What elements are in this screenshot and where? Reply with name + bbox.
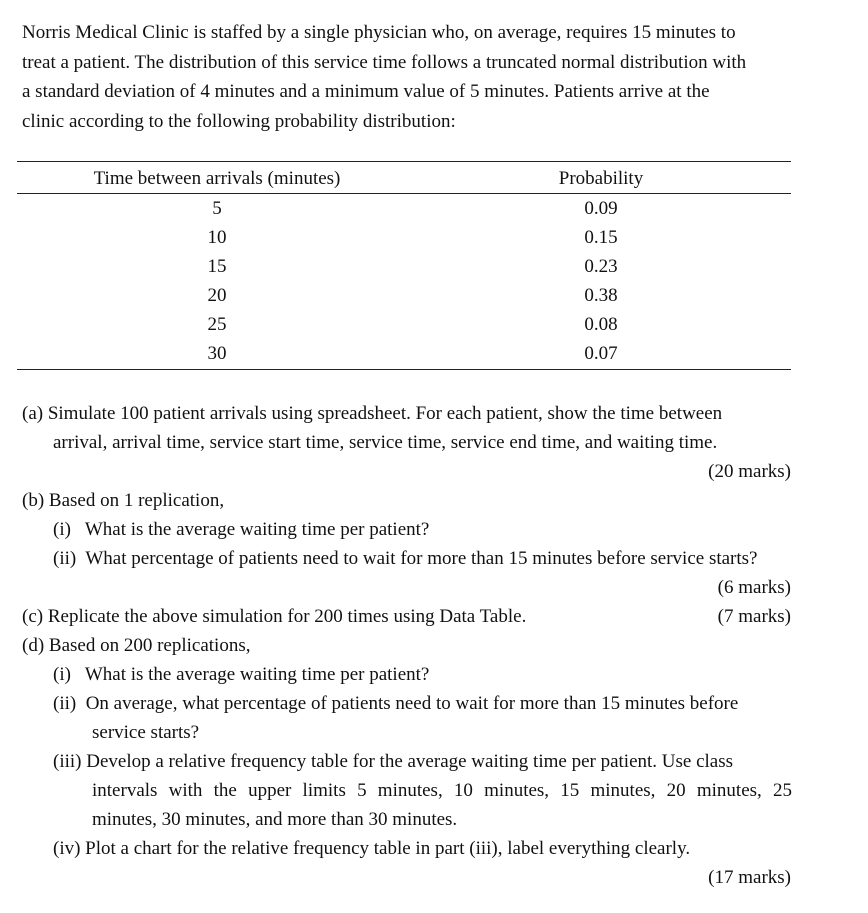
- intro-line: a standard deviation of 4 minutes and a minimum value of 5 minutes. Patients arrive at the: [22, 81, 710, 102]
- intro-line: Norris Medical Clinic is staffed by a single physician who, on average, requires 15 minutes to: [22, 22, 736, 43]
- intro-paragraph: [22, 18, 794, 136]
- time-cell: 30: [207, 343, 227, 364]
- question-d-i: (i) What is the average waiting time per patient?: [53, 664, 430, 685]
- probability-cell: 0.08: [584, 314, 618, 335]
- question-d-iii-cont: intervals with the upper limits 5 minutes, 10 minutes, 15 minutes, 20 minutes, 25: [92, 780, 792, 801]
- question-c-text: (c) Replicate the above simulation for 200 times using Data Table.: [22, 606, 527, 627]
- probability-cell: 0.15: [584, 227, 618, 248]
- probability-cell: 0.23: [584, 256, 618, 277]
- probability-cell: 0.09: [584, 198, 618, 219]
- question-d-ii-cont: service starts?: [92, 722, 200, 743]
- table-row: [17, 282, 791, 311]
- intro-line: treat a patient. The distribution of this service time follows a truncated normal distribution with: [22, 51, 747, 73]
- table-row: [17, 253, 791, 282]
- intro-line: clinic according to the following probability distribution:: [22, 110, 456, 132]
- time-cell: 5: [212, 198, 222, 219]
- time-cell: 10: [207, 227, 227, 248]
- question-d-ii: (ii) On average, what percentage of patients need to wait for more than 15 minutes before: [53, 693, 739, 714]
- table-row: [17, 224, 791, 253]
- question-a-marks: (20 marks): [708, 461, 791, 482]
- arrival-distribution-table: [17, 161, 791, 370]
- question-d-iii: (iii) Develop a relative frequency table for the average waiting time per patient. Use class: [53, 751, 734, 772]
- probability-cell: 0.38: [584, 285, 618, 306]
- table-header: [17, 162, 791, 194]
- question-c-marks: (7 marks): [717, 606, 791, 627]
- time-cell: 20: [207, 285, 227, 306]
- question-b-heading: (b) Based on 1 replication,: [22, 490, 225, 511]
- question-a-text-cont: arrival, arrival time, service start time, service time, service end time, and waiting time.: [53, 432, 718, 453]
- time-cell: 25: [207, 314, 227, 335]
- question-b-ii: (ii) What percentage of patients need to wait for more than 15 minutes before service starts?: [53, 548, 758, 569]
- header-time-between-arrivals: Time between arrivals (minutes): [93, 168, 341, 189]
- question-d-heading: (d) Based on 200 replications,: [22, 635, 251, 656]
- question-a-text: (a) Simulate 100 patient arrivals using spreadsheet. For each patient, show the time between: [22, 403, 723, 424]
- question-b-i: (i) What is the average waiting time per patient?: [53, 519, 430, 540]
- question-d-iii-cont2: minutes, 30 minutes, and more than 30 minutes.: [92, 809, 458, 830]
- table-row: [17, 340, 791, 369]
- table-row: [17, 195, 791, 224]
- question-b-marks: (6 marks): [717, 577, 791, 598]
- question-d-iv: (iv) Plot a chart for the relative frequency table in part (iii), label everything clearly.: [53, 838, 691, 859]
- header-probability: Probability: [558, 168, 644, 189]
- probability-cell: 0.07: [584, 343, 618, 364]
- table-row: [17, 311, 791, 340]
- question-d-marks: (17 marks): [708, 867, 791, 888]
- time-cell: 15: [207, 256, 227, 277]
